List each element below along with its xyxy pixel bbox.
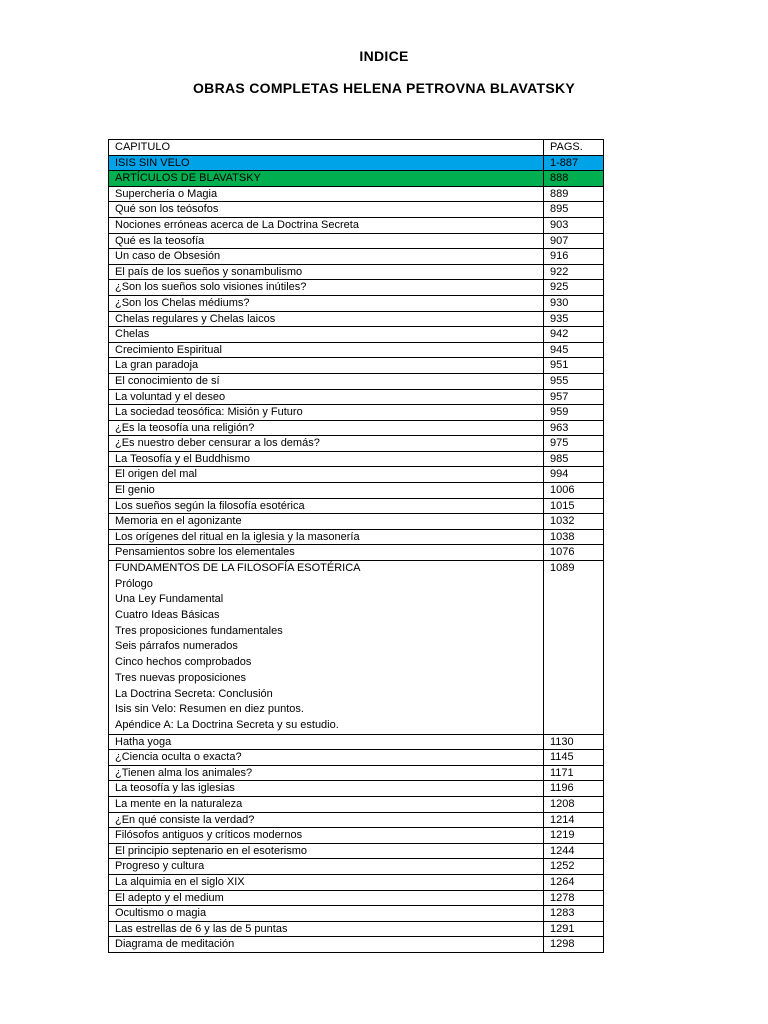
- chapter-cell: Qué son los teósofos: [109, 202, 544, 218]
- page-cell: 916: [544, 249, 604, 265]
- page-cell: 1196: [544, 781, 604, 797]
- page-cell: 1219: [544, 828, 604, 844]
- page-cell: 1076: [544, 545, 604, 561]
- chapter-cell: Filósofos antiguos y críticos modernos: [109, 828, 544, 844]
- chapter-cell: El origen del mal: [109, 467, 544, 483]
- table-row: [109, 561, 604, 735]
- table-row: [109, 373, 604, 389]
- chapter-cell: La mente en la naturaleza: [109, 796, 544, 812]
- table-header-row: [109, 140, 604, 156]
- table-row: [109, 812, 604, 828]
- table-row: [109, 155, 604, 171]
- table-row: [109, 796, 604, 812]
- chapter-cell: Nociones erróneas acerca de La Doctrina Secreta: [109, 217, 544, 233]
- table-row: [109, 828, 604, 844]
- chapter-cell: El país de los sueños y sonambulismo: [109, 264, 544, 280]
- chapter-cell: Un caso de Obsesión: [109, 249, 544, 265]
- table-row: [109, 498, 604, 514]
- table-row: [109, 405, 604, 421]
- table-row: [109, 483, 604, 499]
- chapter-cell: Memoria en el agonizante: [109, 514, 544, 530]
- chapter-cell: Hatha yoga: [109, 734, 544, 750]
- page-cell: 963: [544, 420, 604, 436]
- chapter-cell: Crecimiento Espiritual: [109, 342, 544, 358]
- subsection-item: Cuatro Ideas Básicas: [115, 609, 220, 622]
- table-row: [109, 420, 604, 436]
- page-cell: 1264: [544, 874, 604, 890]
- chapter-cell: Chelas: [109, 327, 544, 343]
- page-cell: 1038: [544, 529, 604, 545]
- page-cell: 1298: [544, 937, 604, 953]
- index-table: [108, 139, 604, 953]
- table-row: [109, 514, 604, 530]
- page-cell: 1244: [544, 843, 604, 859]
- chapter-cell: ¿Son los Chelas médiums?: [109, 295, 544, 311]
- chapter-cell: El genio: [109, 483, 544, 499]
- chapter-cell: ¿Tienen alma los animales?: [109, 765, 544, 781]
- page-cell: 1171: [544, 765, 604, 781]
- chapter-cell: Qué es la teosofía: [109, 233, 544, 249]
- chapter-cell: El adepto y el medium: [109, 890, 544, 906]
- page-cell: 1291: [544, 921, 604, 937]
- subsection-item: Prólogo: [115, 577, 153, 590]
- chapter-cell: ¿Son los sueños solo visiones inútiles?: [109, 280, 544, 296]
- page-cell: 922: [544, 264, 604, 280]
- page-cell: 951: [544, 358, 604, 374]
- table-row: [109, 264, 604, 280]
- table-row: [109, 781, 604, 797]
- table-row: [109, 233, 604, 249]
- subsection-item: Cinco hechos comprobados: [115, 656, 252, 669]
- column-header-pages: PAGS.: [544, 140, 604, 156]
- table-row: [109, 327, 604, 343]
- page-cell: 994: [544, 467, 604, 483]
- chapter-cell: Pensamientos sobre los elementales: [109, 545, 544, 561]
- table-row: [109, 890, 604, 906]
- table-row: [109, 217, 604, 233]
- chapter-cell: ISIS SIN VELO: [109, 155, 544, 171]
- table-row: [109, 906, 604, 922]
- chapter-cell: ¿Ciencia oculta o exacta?: [109, 750, 544, 766]
- page-cell: 889: [544, 186, 604, 202]
- table-row: [109, 436, 604, 452]
- page-cell: 1214: [544, 812, 604, 828]
- chapter-cell: La sociedad teosófica: Misión y Futuro: [109, 405, 544, 421]
- page-cell: 895: [544, 202, 604, 218]
- table-row: [109, 937, 604, 953]
- chapter-cell: La voluntad y el deseo: [109, 389, 544, 405]
- page-cell: 1283: [544, 906, 604, 922]
- table-row: [109, 529, 604, 545]
- table-row: [109, 874, 604, 890]
- chapter-cell: Superchería o Magia: [109, 186, 544, 202]
- table-row: [109, 734, 604, 750]
- table-row: [109, 545, 604, 561]
- page-cell: 985: [544, 451, 604, 467]
- table-row: [109, 280, 604, 296]
- page-title: INDICE: [359, 48, 409, 64]
- page-cell: 930: [544, 295, 604, 311]
- subsection-item: Apéndice A: La Doctrina Secreta y su estudio.: [115, 718, 339, 731]
- table-row: [109, 843, 604, 859]
- chapter-cell: Las estrellas de 6 y las de 5 puntas: [109, 921, 544, 937]
- table-row: [109, 311, 604, 327]
- subsection-item: La Doctrina Secreta: Conclusión: [115, 687, 273, 700]
- subsection-item: Tres nuevas proposiciones: [115, 671, 247, 684]
- index-table-body: [109, 140, 604, 953]
- page-cell: 1089: [544, 561, 604, 735]
- page-cell: 959: [544, 405, 604, 421]
- chapter-cell: El conocimiento de sí: [109, 373, 544, 389]
- page-subtitle: OBRAS COMPLETAS HELENA PETROVNA BLAVATSKY: [192, 80, 575, 96]
- page-cell: 1015: [544, 498, 604, 514]
- page-cell: 1-887: [544, 155, 604, 171]
- chapter-cell: Progreso y cultura: [109, 859, 544, 875]
- table-row: [109, 750, 604, 766]
- page-cell: 925: [544, 280, 604, 296]
- table-row: [109, 765, 604, 781]
- table-row: [109, 342, 604, 358]
- table-row: [109, 451, 604, 467]
- chapter-cell: ARTÍCULOS DE BLAVATSKY: [109, 171, 544, 187]
- table-row: [109, 295, 604, 311]
- table-row: [109, 249, 604, 265]
- chapter-cell: La alquimia en el siglo XIX: [109, 874, 544, 890]
- chapter-cell: La gran paradoja: [109, 358, 544, 374]
- page-cell: 1130: [544, 734, 604, 750]
- chapter-cell: Chelas regulares y Chelas laicos: [109, 311, 544, 327]
- page-cell: 1006: [544, 483, 604, 499]
- page-cell: 945: [544, 342, 604, 358]
- page-cell: 1278: [544, 890, 604, 906]
- page-cell: 955: [544, 373, 604, 389]
- page-cell: 1032: [544, 514, 604, 530]
- page-cell: 935: [544, 311, 604, 327]
- table-row: [109, 171, 604, 187]
- table-row: [109, 467, 604, 483]
- chapter-cell: ¿En qué consiste la verdad?: [109, 812, 544, 828]
- subsection-item: Tres proposiciones fundamentales: [115, 624, 283, 637]
- chapter-cell: Ocultismo o magia: [109, 906, 544, 922]
- chapter-cell: Los sueños según la filosofía esotérica: [109, 498, 544, 514]
- chapter-cell: La teosofía y las iglesias: [109, 781, 544, 797]
- table-row: [109, 202, 604, 218]
- page-cell: 975: [544, 436, 604, 452]
- chapter-cell: El principio septenario en el esoterismo: [109, 843, 544, 859]
- page-cell: 888: [544, 171, 604, 187]
- table-row: [109, 921, 604, 937]
- page-cell: 907: [544, 233, 604, 249]
- section-heading: FUNDAMENTOS DE LA FILOSOFÍA ESOTÉRICA: [115, 562, 361, 575]
- table-row: [109, 186, 604, 202]
- page-cell: 957: [544, 389, 604, 405]
- page-cell: 1252: [544, 859, 604, 875]
- table-row: [109, 389, 604, 405]
- column-header-chapter: CAPITULO: [109, 140, 544, 156]
- page-cell: 903: [544, 217, 604, 233]
- subsection-item: Seis párrafos numerados: [115, 640, 238, 653]
- chapter-cell: Diagrama de meditación: [109, 937, 544, 953]
- chapter-cell: [109, 561, 544, 735]
- chapter-cell: Los orígenes del ritual en la iglesia y la masonería: [109, 529, 544, 545]
- chapter-cell: ¿Es la teosofía una religión?: [109, 420, 544, 436]
- page-cell: 942: [544, 327, 604, 343]
- subsection-item: Isis sin Velo: Resumen en diez puntos.: [115, 703, 304, 716]
- chapter-cell: La Teosofía y el Buddhismo: [109, 451, 544, 467]
- page-cell: 1208: [544, 796, 604, 812]
- table-row: [109, 358, 604, 374]
- subsection-item: Una Ley Fundamental: [115, 593, 224, 606]
- page-cell: 1145: [544, 750, 604, 766]
- chapter-cell: ¿Es nuestro deber censurar a los demás?: [109, 436, 544, 452]
- table-row: [109, 859, 604, 875]
